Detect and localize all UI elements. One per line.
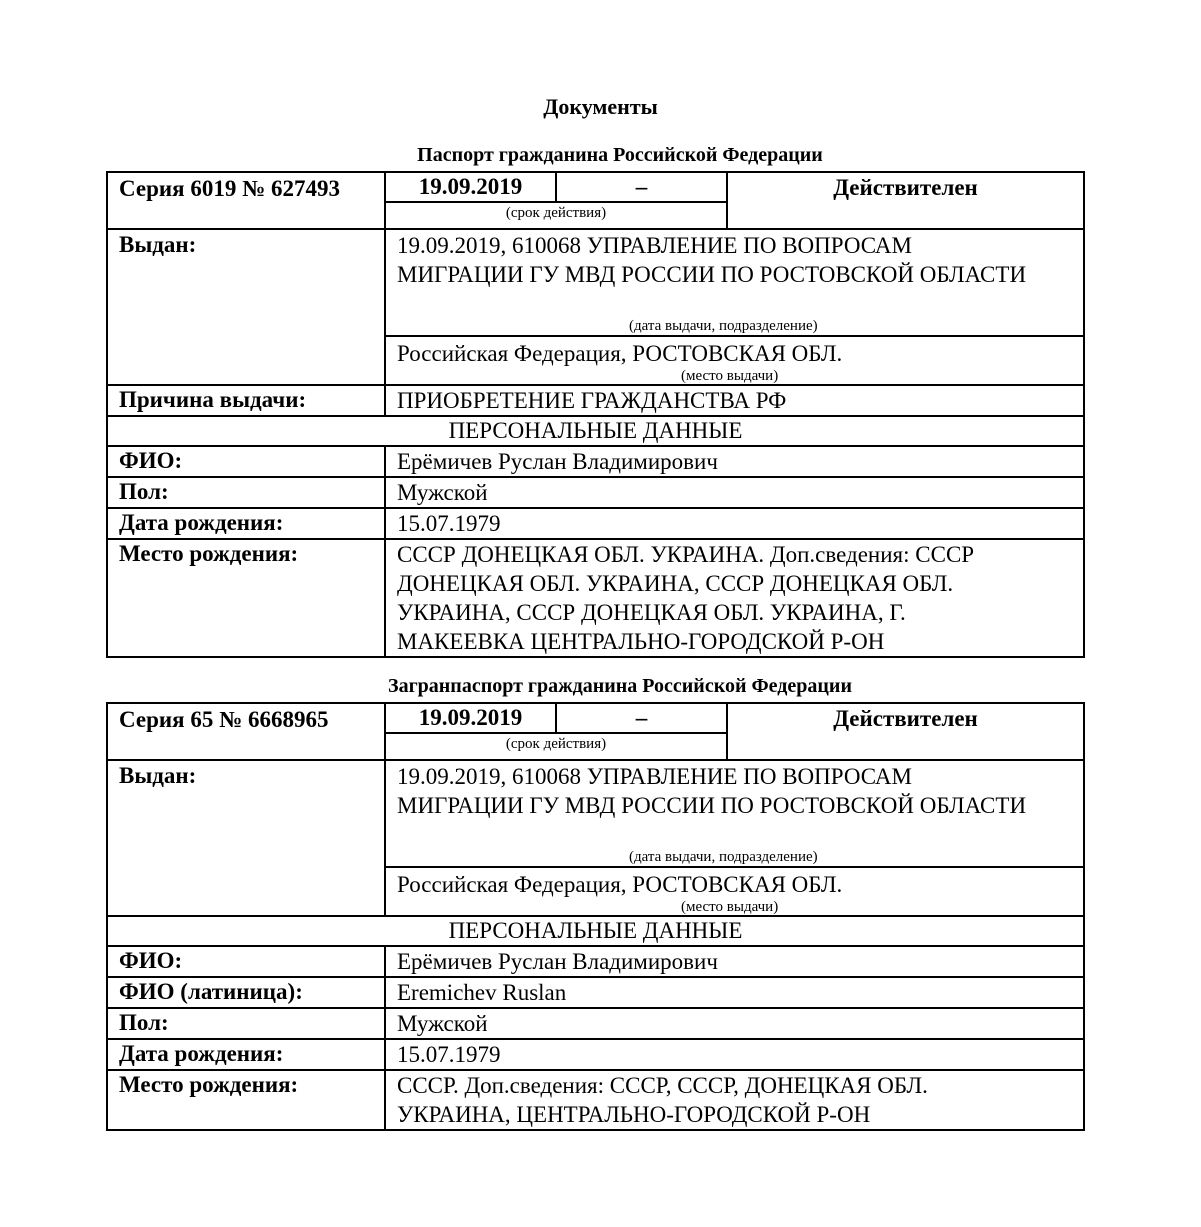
foreign-passport-issued-label: Выдан:: [107, 760, 385, 916]
passport-sex-value: Мужской: [385, 477, 1084, 508]
passport-reason-value: ПРИОБРЕТЕНИЕ ГРАЖДАНСТВА РФ: [385, 385, 1084, 416]
passport-issued-caption: (дата выдачи, подразделение): [629, 318, 818, 334]
passport-series: Серия 6019 № 627493: [107, 172, 385, 229]
foreign-passport-place-value: Российская Федерация, РОСТОВСКАЯ ОБЛ.: [397, 872, 843, 897]
foreign-passport-fio-value: Ерёмичев Руслан Владимирович: [385, 946, 1084, 977]
passport-fio-value: Ерёмичев Руслан Владимирович: [385, 446, 1084, 477]
passport-dob-value: 15.07.1979: [385, 508, 1084, 539]
passport-dob-label: Дата рождения:: [107, 508, 385, 539]
foreign-passport-fio-label: ФИО:: [107, 946, 385, 977]
passport-table: [106, 171, 1085, 658]
foreign-passport-dob-label: Дата рождения:: [107, 1039, 385, 1070]
passport-end-date: –: [556, 172, 727, 202]
foreign-passport-issued-value: 19.09.2019, 610068 УПРАВЛЕНИЕ ПО ВОПРОСАМ МИГРАЦИИ ГУ МВД РОССИИ ПО РОСТОВСКОЙ ОБЛАСТИ: [397, 764, 1027, 818]
foreign-passport-issued-caption: (дата выдачи, подразделение): [629, 849, 818, 865]
foreign-passport-validity-caption: (срок действия): [385, 733, 727, 760]
foreign-passport-dob-value: 15.07.1979: [385, 1039, 1084, 1070]
foreign-passport-place-caption: (место выдачи): [681, 899, 779, 915]
passport-issue-date: 19.09.2019: [385, 172, 556, 202]
foreign-passport-pob-value: СССР. Доп.сведения: СССР, СССР, ДОНЕЦКАЯ ОБЛ. УКРАИНА, ЦЕНТРАЛЬНО-ГОРОДСКОЙ Р-ОН: [397, 1073, 928, 1127]
passport-title: Паспорт гражданина Российской Федерации: [417, 144, 823, 166]
foreign-passport-fio-latin-value: Eremichev Ruslan: [385, 977, 1084, 1008]
page-title: Документы: [543, 94, 658, 119]
foreign-passport-status: Действителен: [727, 703, 1084, 760]
foreign-passport-end-date: –: [556, 703, 727, 733]
passport-fio-label: ФИО:: [107, 446, 385, 477]
passport-status: Действителен: [727, 172, 1084, 229]
passport-issued-value: 19.09.2019, 610068 УПРАВЛЕНИЕ ПО ВОПРОСАМ МИГРАЦИИ ГУ МВД РОССИИ ПО РОСТОВСКОЙ ОБЛАСТИ: [397, 233, 1027, 287]
passport-pob-value: СССР ДОНЕЦКАЯ ОБЛ. УКРАИНА. Доп.сведения: СССР ДОНЕЦКАЯ ОБЛ. УКРАИНА, СССР ДОНЕЦКАЯ ОБЛ. УКРАИНА, СССР ДОНЕЦКАЯ ОБЛ. УКРАИНА, Г. МАКЕЕВКА ЦЕНТРАЛЬНО-ГОРОДСКОЙ Р-ОН: [397, 542, 975, 654]
foreign-passport-issue-date: 19.09.2019: [385, 703, 556, 733]
foreign-passport-sex-value: Мужской: [385, 1008, 1084, 1039]
passport-place-caption: (место выдачи): [681, 368, 779, 384]
passport-section-personal: ПЕРСОНАЛЬНЫЕ ДАННЫЕ: [107, 416, 1084, 446]
passport-issued-label: Выдан:: [107, 229, 385, 385]
passport-reason-label: Причина выдачи:: [107, 385, 385, 416]
foreign-passport-pob-label: Место рождения:: [107, 1070, 385, 1130]
passport-pob-label: Место рождения:: [107, 539, 385, 657]
foreign-passport-fio-latin-label: ФИО (латиница):: [107, 977, 385, 1008]
passport-validity-caption: (срок действия): [385, 202, 727, 229]
foreign-passport-title: Загранпаспорт гражданина Российской Федерации: [388, 675, 852, 697]
foreign-passport-series: Серия 65 № 6668965: [107, 703, 385, 760]
foreign-passport-sex-label: Пол:: [107, 1008, 385, 1039]
foreign-passport-section-personal: ПЕРСОНАЛЬНЫЕ ДАННЫЕ: [107, 916, 1084, 946]
passport-place-value: Российская Федерация, РОСТОВСКАЯ ОБЛ.: [397, 341, 843, 366]
foreign-passport-table: [106, 702, 1085, 1131]
passport-sex-label: Пол:: [107, 477, 385, 508]
